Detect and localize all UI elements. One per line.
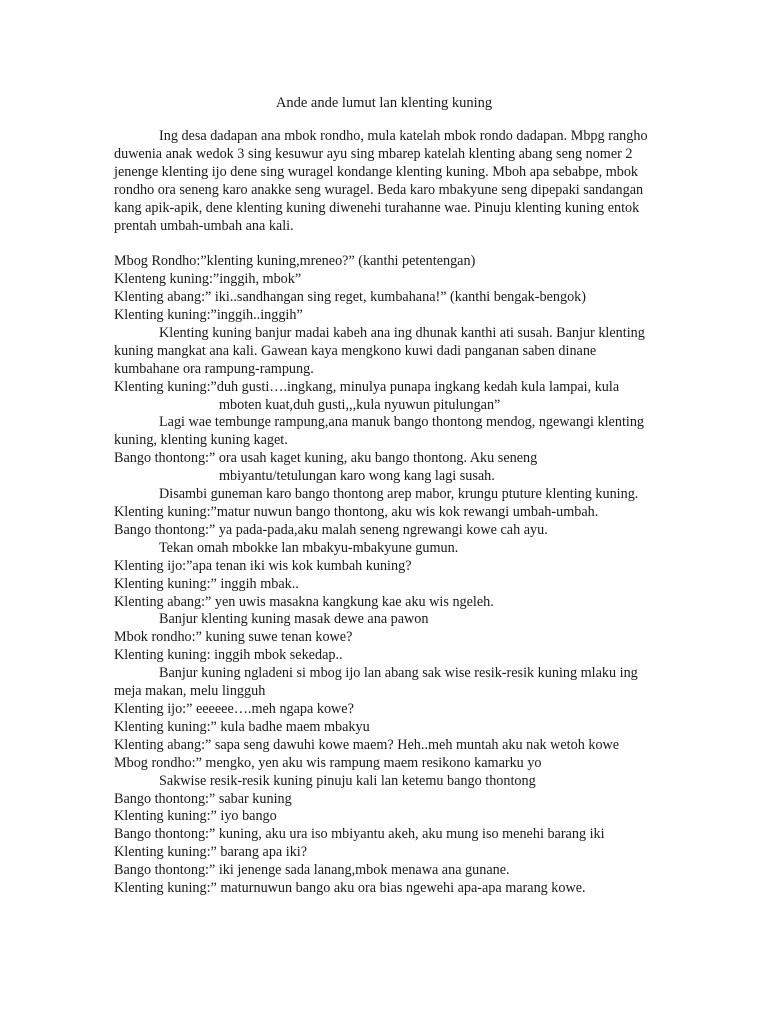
dialogue-line: Klenteng kuning:”inggih, mbok” — [114, 271, 302, 288]
dialogue-line: Klenting kuning:” maturnuwun bango aku ora bias ngewehi apa-apa marang kowe. — [114, 880, 586, 897]
dialogue-line: Klenting kuning:” iyo bango — [114, 808, 277, 825]
narration-paragraph: Lagi wae tembunge rampung,ana manuk bango thontong mendog, ngewangi klenting kuning, klenting kuning kaget. — [114, 414, 645, 449]
narration-line: Banjur klenting kuning masak dewe ana pawon — [159, 611, 429, 628]
dialogue-line: Bango thontong:” kuning, aku ura iso mbiyantu akeh, aku mung iso menehi barang iki — [114, 826, 605, 843]
dialogue-line: Klenting abang:” yen uwis masakna kangkung kae aku wis ngeleh. — [114, 593, 494, 610]
dialogue-line: Klenting kuning: inggih mbok sekedap.. — [114, 647, 343, 664]
intro-paragraph: Ing desa dadapan ana mbok rondho, mula katelah mbok rondo dadapan. Mbpg rangho duwenia anak wedok 3 sing kesuwur ayu sing mbarep katelah klenting abang seng nomer 2 jenenge klenting ijo dene sing wuragel kondange klenting kuning. Mboh apa sebabpe, mbok rondho ora seneng karo anakke seng wuragel. Beda karo mbakyune seng dipepaki sandangan kang apik-apik, dene klenting kuning diwenehi turahanne wae. Pinuju klenting kuning entok prentah umbah-umbah ana kali. — [114, 128, 648, 234]
dialogue-line: Mbog Rondho:”klenting kuning,mreneo?” (kanthi petentengan) — [114, 253, 476, 270]
narration-line: Tekan omah mbokke lan mbakyu-mbakyune gumun. — [159, 539, 459, 556]
dialogue-line: Klenting kuning:”matur nuwun bango thontong, aku wis kok rewangi umbah-umbah. — [114, 504, 599, 521]
story-body — [114, 128, 660, 898]
dialogue-line: Klenting kuning:”duh gusti….ingkang, minulya punapa ingkang kedah kula lampai, kula — [114, 378, 620, 395]
dialogue-line: Mbok rondho:” kuning suwe tenan kowe? — [114, 629, 353, 646]
document-title: Ande ande lumut lan klenting kuning — [275, 95, 493, 111]
dialogue-line: Klenting kuning:” kula badhe maem mbakyu — [114, 718, 370, 735]
dialogue-line: Mbog rondho:” mengko, yen aku wis rampung maem resikono kamarku yo — [114, 754, 542, 771]
dialogue-line: Klenting kuning:” inggih mbak.. — [114, 575, 299, 592]
dialogue-line: Klenting ijo:”apa tenan iki wis kok kumbah kuning? — [114, 557, 412, 574]
dialogue-continuation: mboten kuat,duh gusti,,,kula nyuwun pitulungan” — [219, 396, 501, 413]
dialogue-line: Klenting kuning:” barang apa iki? — [114, 844, 308, 861]
dialogue-line: Klenting kuning:”inggih..inggih” — [114, 307, 303, 324]
narration-paragraph: Disambi guneman karo bango thontong arep mabor, krungu ptuture klenting kuning. — [159, 486, 639, 503]
dialogue-line: Klenting ijo:” eeeeee….meh ngapa kowe? — [114, 700, 354, 717]
dialogue-line: Bango thontong:” ora usah kaget kuning, aku bango thontong. Aku seneng — [114, 450, 538, 467]
blank-line — [114, 235, 660, 253]
narration-paragraph: Banjur kuning ngladeni si mbog ijo lan abang sak wise resik-resik kuning mlaku ing meja makan, melu lingguh — [114, 665, 638, 700]
dialogue-line: Klenting abang:” iki..sandhangan sing reget, kumbahana!” (kanthi bengak-bengok) — [114, 289, 586, 306]
dialogue-line: Klenting abang:” sapa seng dawuhi kowe maem? Heh..meh muntah aku nak wetoh kowe — [114, 736, 620, 753]
dialogue-line: Bango thontong:” ya pada-pada,aku malah seneng ngrewangi kowe cah ayu. — [114, 521, 548, 538]
narration-paragraph: Klenting kuning banjur madai kabeh ana ing dhunak kanthi ati susah. Banjur klenting kuning mangkat ana kali. Gawean kaya mengkono kuwi dadi panganan saben dinane kumbahane ora rampung-rampung. — [114, 324, 645, 377]
narration-line: Sakwise resik-resik kuning pinuju kali lan ketemu bango thontong — [159, 772, 536, 789]
dialogue-line: Bango thontong:” iki jenenge sada lanang,mbok menawa ana gunane. — [114, 862, 510, 879]
dialogue-continuation: mbiyantu/tetulungan karo wong kang lagi susah. — [219, 468, 495, 485]
dialogue-line: Bango thontong:” sabar kuning — [114, 790, 292, 807]
